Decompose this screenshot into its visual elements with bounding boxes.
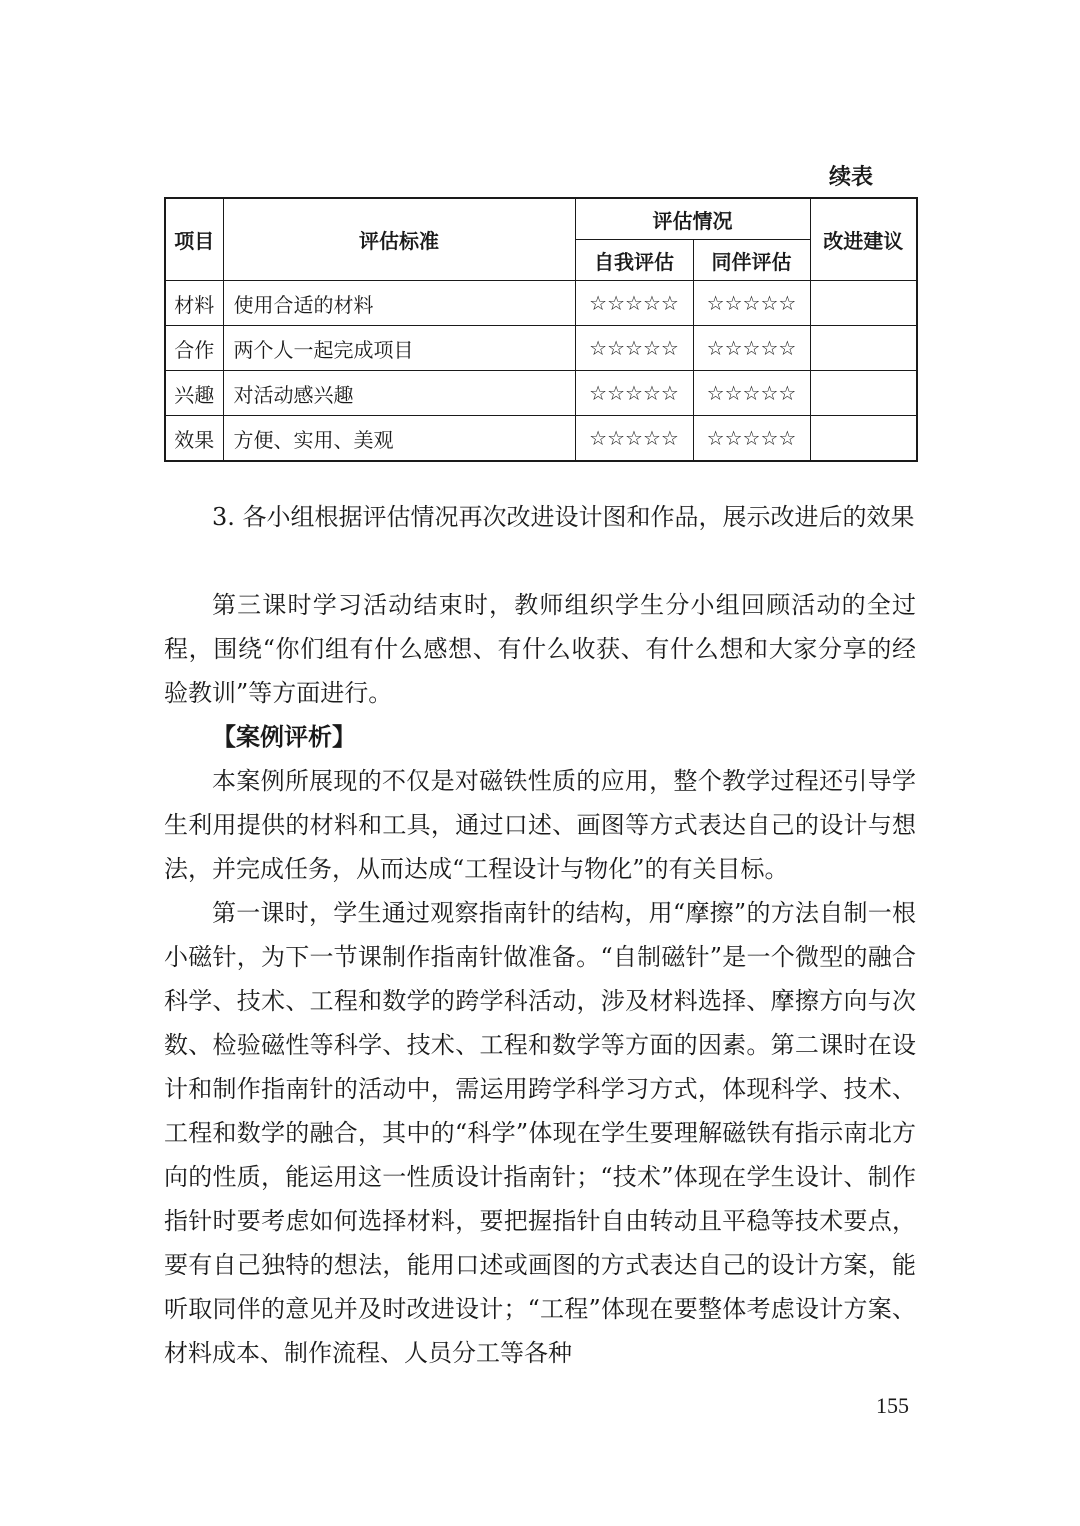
header-self-evaluation: 自我评估	[575, 240, 693, 281]
header-criteria: 评估标准	[223, 198, 575, 281]
self-rating-stars: ☆☆☆☆☆	[575, 281, 693, 326]
header-evaluation: 评估情况	[575, 198, 810, 240]
row-criteria: 方便、实用、美观	[223, 416, 575, 462]
peer-rating-stars: ☆☆☆☆☆	[693, 281, 810, 326]
peer-rating-stars: ☆☆☆☆☆	[693, 326, 810, 371]
row-suggestion	[810, 371, 917, 416]
row-criteria: 使用合适的材料	[223, 281, 575, 326]
row-item: 兴趣	[165, 371, 223, 416]
row-item: 效果	[165, 416, 223, 462]
paragraph-step-3: 3. 各小组根据评估情况再次改进设计图和作品，展示改进后的效果	[212, 503, 915, 531]
row-criteria: 对活动感兴趣	[223, 371, 575, 416]
self-rating-stars: ☆☆☆☆☆	[575, 326, 693, 371]
header-suggestion: 改进建议	[810, 198, 917, 281]
self-rating-stars: ☆☆☆☆☆	[575, 371, 693, 416]
row-suggestion	[810, 416, 917, 462]
header-peer-evaluation: 同伴评估	[693, 240, 810, 281]
table-header-row	[165, 198, 917, 240]
row-criteria: 两个人一起完成项目	[223, 326, 575, 371]
page-number: 155	[876, 1393, 909, 1418]
table-continued-label: 续表	[829, 165, 874, 190]
peer-rating-stars: ☆☆☆☆☆	[693, 371, 810, 416]
self-rating-stars: ☆☆☆☆☆	[575, 416, 693, 462]
section-heading-case-analysis: 【案例评析】	[212, 723, 356, 751]
row-suggestion	[810, 281, 917, 326]
row-item: 合作	[165, 326, 223, 371]
evaluation-table	[164, 197, 918, 462]
row-suggestion	[810, 326, 917, 371]
table-row	[165, 281, 917, 326]
table-row	[165, 371, 917, 416]
header-item: 项目	[165, 198, 223, 281]
paragraph-case-summary: 本案例所展现的不仅是对磁铁性质的应用，整个教学过程还引导学生利用提供的材料和工具，通过口述、画图等方式表达自己的设计与想法，并完成任务，从而达成“工程设计与物化”的有关目标。	[164, 767, 916, 883]
table-row	[165, 326, 917, 371]
paragraph-lesson-analysis: 第一课时，学生通过观察指南针的结构，用“摩擦”的方法自制一根小磁针，为下一节课制作指南针做准备。“自制磁针”是一个微型的融合科学、技术、工程和数学的跨学科活动，涉及材料选择、摩擦方向与次数、检验磁性等科学、技术、工程和数学等方面的因素。第二课时在设计和制作指南针的活动中，需运用跨学科学习方式，体现科学、技术、工程和数学的融合，其中的“科学”体现在学生要理解磁铁有指示南北方向的性质，能运用这一性质设计指南针；“技术”体现在学生设计、制作指针时要考虑如何选择材料，要把握指针自由转动且平稳等技术要点，要有自己独特的想法，能用口述或画图的方式表达自己的设计方案，能听取同伴的意见并及时改进设计；“工程”体现在要整体考虑设计方案、材料成本、制作流程、人员分工等各种	[164, 899, 916, 1367]
paragraph-lesson-3-review: 第三课时学习活动结束时，教师组织学生分小组回顾活动的全过程，围绕“你们组有什么感想、有什么收获、有什么想和大家分享的经验教训”等方面进行。	[164, 591, 916, 707]
row-item: 材料	[165, 281, 223, 326]
peer-rating-stars: ☆☆☆☆☆	[693, 416, 810, 462]
table-row	[165, 416, 917, 462]
